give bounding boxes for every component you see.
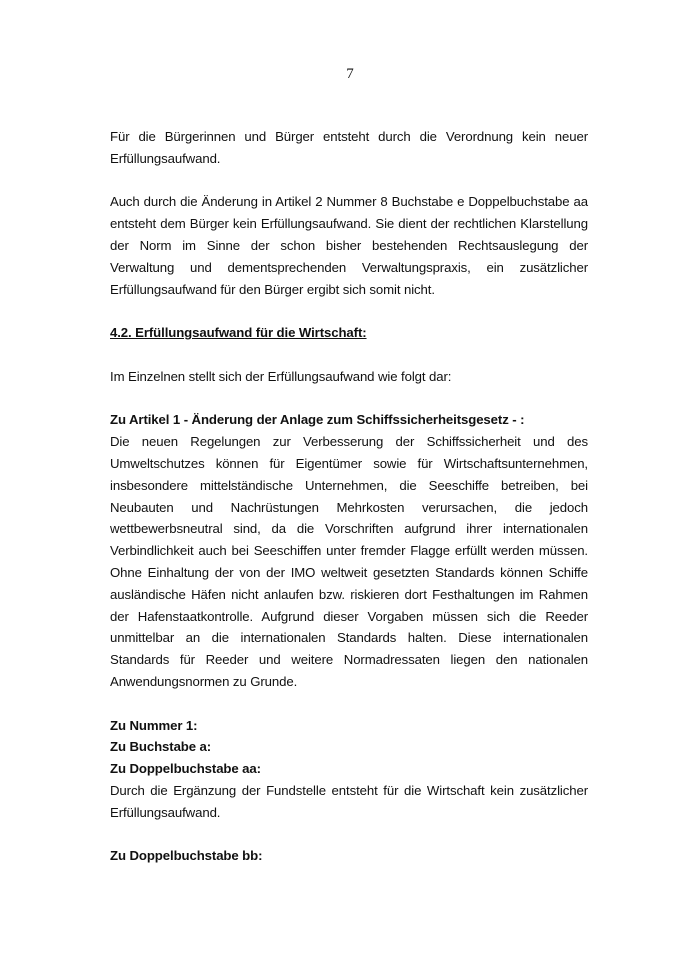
- paragraph-citizens: Für die Bürgerinnen und Bürger entsteht durch die Verordnung kein neuer Erfüllungsaufwand.: [110, 129, 588, 166]
- doppelbuchstabe-aa-heading: Zu Doppelbuchstabe aa:: [110, 761, 261, 777]
- artikel-heading: Zu Artikel 1 - Änderung der Anlage zum Schiffssicherheitsgesetz - :: [110, 412, 525, 428]
- doppelbuchstabe-bb-heading: Zu Doppelbuchstabe bb:: [110, 848, 263, 864]
- paragraph-intro: Im Einzelnen stellt sich der Erfüllungsaufwand wie folgt dar:: [110, 368, 452, 384]
- page-number: 7: [346, 66, 354, 82]
- buchstabe-heading: Zu Buchstabe a:: [110, 739, 212, 755]
- page-content: [110, 126, 588, 867]
- nummer-heading: Zu Nummer 1:: [110, 717, 198, 733]
- paragraph-amendment: Auch durch die Änderung in Artikel 2 Nummer 8 Buchstabe e Doppelbuchstabe aa entsteht dem Bürger kein Erfüllungsaufwand. Sie dient der rechtlichen Klarstellung der Norm im Sinne der schon bisher bestehenden Rechtsauslegung der Verwaltung und dementsprechenden Verwaltungspraxis, ein zusätzlicher Erfüllungsaufwand für den Bürger ergibt sich somit nicht.: [110, 194, 588, 297]
- paragraph-regulations: Die neuen Regelungen zur Verbesserung der Schiffssicherheit und des Umweltschutzes können für Eigentümer sowie für Wirtschaftsunternehmen, insbesondere mittelständische Unternehmen, die Seeschiffe betreiben, bei Neubauten und Nachrüstungen Mehrkosten verursachen, die jedoch wettbewerbsneutral sind, da die Vorschriften aufgrund ihrer internationalen Verbindlichkeit auch bei Seeschiffen unter fremder Flagge erfüllt werden müssen. Ohne Einhaltung der von der IMO weltweit gesetzten Standards können Schiffe ausländische Häfen nicht anlaufen bzw. riskieren dort Festhaltungen im Rahmen der Hafenstaatkontrolle. Aufgrund dieser Vorgaben müssen sich die Reeder unmittelbar an die internationalen Standards halten. Diese internationalen Standards für Reeder und weitere Normadressaten liegen den nationalen Anwendungsnormen zu Grunde.: [110, 434, 588, 689]
- paragraph-fundstelle: Durch die Ergänzung der Fundstelle entsteht für die Wirtschaft kein zusätzlicher Erfüllungsaufwand.: [110, 782, 588, 820]
- section-heading: 4.2. Erfüllungsaufwand für die Wirtschaft:: [110, 325, 367, 341]
